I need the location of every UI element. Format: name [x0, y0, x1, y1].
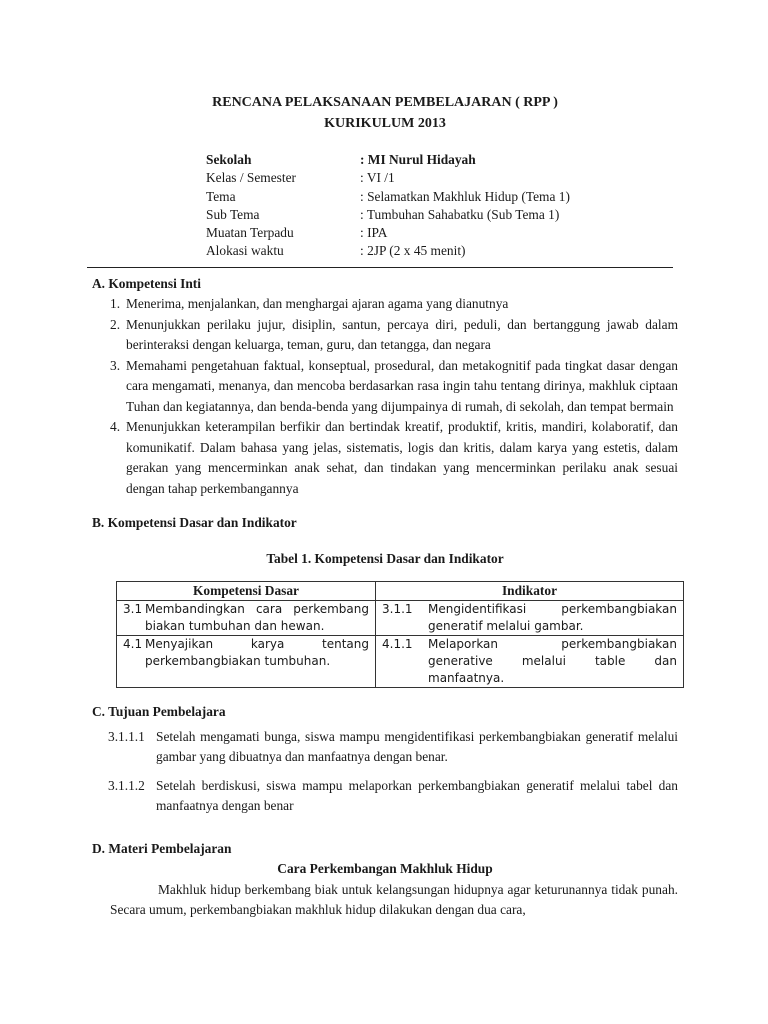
header-divider — [87, 267, 673, 268]
list-item — [92, 776, 678, 817]
section-c-heading: C. Tujuan Pembelajara — [92, 704, 226, 720]
section-a-heading: A. Kompetensi Inti — [92, 275, 201, 291]
identity-row — [206, 242, 676, 260]
identity-value: : Tumbuhan Sahabatku (Sub Tema 1) — [360, 206, 560, 222]
list-item-text: Menerima, menjalankan, dan menghargai ajaran agama yang dianutnya — [126, 296, 509, 312]
kompetensi-inti-list — [92, 294, 678, 499]
indikator-number: 4.1.1 — [382, 637, 413, 652]
identity-key: Alokasi waktu — [206, 243, 284, 259]
tujuan-list — [92, 727, 678, 817]
identity-key: Muatan Terpadu — [206, 225, 294, 241]
document-title: RENCANA PELAKSANAAN PEMBELAJARAN ( RPP ) — [212, 95, 558, 110]
kd-text: Menyajikan karya tentang perkembangbiakan tumbuhan. — [145, 637, 369, 669]
list-item — [92, 417, 678, 499]
table-row — [117, 636, 684, 688]
list-item-text: Menunjukkan keterampilan berfikir dan bertindak kreatif, produktif, kritis, mandiri, kolaboratif, dan komunikatif. Dalam bahasa yang jelas, sistematis, logis dan kritis, dalam karya yang estetis, dalam gerakan yang mencerminkan anak sehat, dan tindakan yang mencerminkan perilaku anak sesuai dengan tahap perkembangannya — [126, 419, 678, 496]
kompetensi-table — [116, 581, 684, 688]
identity-value: : Selamatkan Makhluk Hidup (Tema 1) — [360, 188, 570, 204]
table-header-kd: Kompetensi Dasar — [117, 582, 376, 601]
identity-key: Sekolah — [206, 152, 252, 167]
list-item-text: Menunjukkan perilaku jujur, disiplin, santun, percaya diri, peduli, dan bertanggung jawab dalam berinteraksi dengan keluarga, teman, guru, dan tetangga, dan negara — [126, 316, 678, 353]
list-item-number: 4. — [110, 419, 121, 435]
indikator-number: 3.1.1 — [382, 602, 413, 617]
tujuan-number: 3.1.1.2 — [108, 777, 145, 793]
table-header-indikator: Indikator — [376, 582, 684, 601]
section-d-heading: D. Materi Pembelajaran — [92, 840, 232, 856]
kd-number: 4.1 — [123, 637, 143, 652]
identity-block — [206, 151, 676, 261]
list-item-text: Memahami pengetahuan faktual, konseptual, prosedural, dan metakognitif pada tingkat dasar dengan cara mengamati, menanya, dan mencoba berdasarkan rasa ingin tahu tentang dirinya, makhluk ciptaan Tuhan dan kegiatannya, dan benda-benda yang dijumpainya di rumah, di sekolah, dan tempat bermain — [126, 357, 678, 414]
indikator-text: Mengidentifikasi perkembangbiakan generatif melalui gambar. — [428, 602, 677, 634]
list-item-number: 3. — [110, 357, 121, 373]
materi-title: Cara Perkembangan Makhluk Hidup — [277, 861, 493, 877]
kd-number: 3.1 — [123, 602, 143, 617]
identity-row — [206, 188, 676, 206]
list-item — [92, 727, 678, 768]
list-item-number: 2. — [110, 316, 121, 332]
table-cell — [117, 601, 376, 636]
table-cell — [376, 636, 684, 688]
section-b-heading: B. Kompetensi Dasar dan Indikator — [92, 515, 297, 531]
identity-row — [206, 206, 676, 224]
identity-row — [206, 224, 676, 242]
document-page — [92, 92, 678, 921]
tujuan-number: 3.1.1.1 — [108, 728, 145, 744]
identity-value: : MI Nurul Hidayah — [360, 152, 476, 167]
identity-key: Sub Tema — [206, 206, 260, 222]
list-item — [92, 315, 678, 356]
document-subtitle: KURIKULUM 2013 — [324, 116, 446, 131]
table-caption: Tabel 1. Kompetensi Dasar dan Indikator — [266, 550, 504, 566]
identity-value: : IPA — [360, 225, 388, 241]
identity-value: : 2JP (2 x 45 menit) — [360, 243, 466, 259]
table-cell — [117, 636, 376, 688]
kd-text: Membandingkan cara perkembang biakan tumbuhan dan hewan. — [145, 602, 369, 634]
list-item — [92, 294, 678, 315]
list-item — [92, 356, 678, 418]
list-item-number: 1. — [110, 296, 121, 312]
materi-paragraph: Makhluk hidup berkembang biak untuk kelangsungan hidupnya agar keturunannya tidak punah. Secara umum, perkembangbiakan makhluk hidup dilakukan dengan dua cara, — [110, 881, 678, 918]
table-cell — [376, 601, 684, 636]
identity-key: Kelas / Semester — [206, 170, 296, 186]
table-header-row — [117, 582, 684, 601]
identity-row — [206, 169, 676, 187]
indikator-text: Melaporkan perkembangbiakan generative melalui table dan manfaatnya. — [428, 637, 677, 686]
identity-row — [206, 151, 676, 169]
tujuan-text: Setelah mengamati bunga, siswa mampu mengidentifikasi perkembangbiakan generatif melalui gambar yang dibuatnya dan manfaatnya dengan benar. — [156, 728, 678, 765]
tujuan-text: Setelah berdiskusi, siswa mampu melaporkan perkembangbiakan generatif melalui tabel dan manfaatnya dengan benar — [156, 777, 678, 814]
identity-key: Tema — [206, 188, 236, 204]
table-row — [117, 601, 684, 636]
identity-value: : VI /1 — [360, 170, 395, 186]
